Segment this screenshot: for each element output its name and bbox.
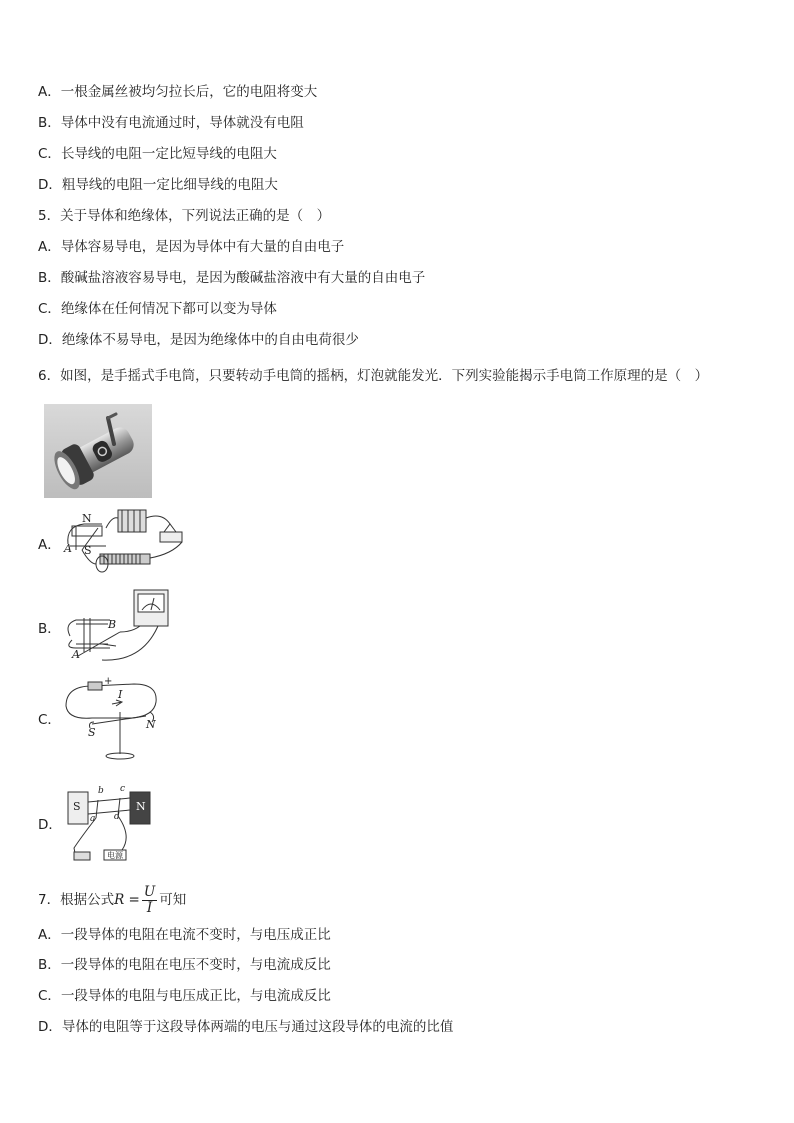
- q6-option-d-label: D．: [38, 817, 62, 833]
- label-n: N: [82, 512, 92, 525]
- q6-option-b-label: B．: [38, 621, 61, 637]
- q4-option-b: [38, 114, 304, 132]
- option-label: D．: [38, 177, 62, 193]
- label-c: c: [120, 784, 126, 794]
- option-text: 长导线的电阻一定比短导线的电阻大: [60, 146, 277, 162]
- q5-option-c: [38, 300, 277, 318]
- option-text: 一段导体的电阻与电压成正比，与电流成反比: [60, 988, 331, 1004]
- q4-option-a: [38, 83, 317, 101]
- q7-option-d: [38, 1018, 453, 1036]
- option-text: 导体容易导电，是因为导体中有大量的自由电子: [60, 239, 345, 255]
- power-source-label: 电源: [107, 851, 123, 860]
- q5-stem: 5．关于导体和绝缘体，下列说法正确的是（ ）: [38, 208, 331, 224]
- option-label: B．: [38, 957, 61, 973]
- option-text: 导体中没有电流通过时，导体就没有电阻: [60, 115, 304, 131]
- option-text: 酸碱盐溶液容易导电，是因为酸碱盐溶液中有大量的自由电子: [60, 270, 426, 286]
- q6-option-d-figure: [62, 780, 154, 866]
- q6-stem: 6．如图，是手摇式手电筒，只要转动手电筒的摇柄，灯泡就能发光．下列实验能揭示手电筒工作原理的是（ ）: [38, 368, 709, 384]
- q6-option-b-figure: [62, 588, 172, 664]
- option-label: A．: [38, 239, 61, 255]
- option-label: B．: [38, 115, 61, 131]
- q7-option-c: [38, 987, 331, 1005]
- q5-option-d: [38, 331, 359, 349]
- label-a: A: [64, 542, 72, 555]
- option-text: 粗导线的电阻一定比细导线的电阻大: [61, 177, 278, 193]
- option-text: 绝缘体在任何情况下都可以变为导体: [60, 301, 277, 317]
- q4-option-d: [38, 176, 278, 194]
- stem-prefix: 7．根据公式: [38, 892, 115, 908]
- option-label: C．: [38, 301, 61, 317]
- q7-option-a: [38, 926, 331, 944]
- option-text: 一根金属丝被均匀拉长后，它的电阻将变大: [60, 84, 318, 100]
- formula-lhs: R =: [114, 892, 140, 908]
- q6-option-c-figure: [62, 676, 162, 768]
- formula-denominator: I: [146, 900, 153, 916]
- q5-option-a: [38, 238, 344, 256]
- formula-numerator: U: [143, 884, 156, 900]
- q7-option-b: [38, 956, 331, 974]
- q7-stem: [38, 884, 186, 916]
- magnet-n-label: N: [136, 800, 146, 813]
- label-n: N: [146, 718, 156, 731]
- formula-fraction: [142, 885, 157, 916]
- option-text: 一段导体的电阻在电流不变时，与电压成正比: [60, 927, 331, 943]
- label-b: B: [108, 618, 117, 631]
- label-plus: +: [104, 676, 113, 687]
- q6-option-a-figure: [62, 506, 188, 574]
- option-label: D．: [38, 1019, 62, 1035]
- option-text: 一段导体的电阻在电压不变时，与电流成反比: [60, 957, 331, 973]
- option-text: 导体的电阻等于这段导体两端的电压与通过这段导体的电流的比值: [61, 1019, 454, 1035]
- option-text: 绝缘体不易导电，是因为绝缘体中的自由电荷很少: [61, 332, 359, 348]
- stem-suffix: 可知: [159, 892, 187, 908]
- label-b: b: [98, 786, 104, 796]
- label-a: A: [72, 648, 80, 661]
- resistance-formula: [114, 884, 159, 916]
- magnet-s-label: S: [73, 800, 81, 813]
- option-label: B．: [38, 270, 61, 286]
- q5-option-b: [38, 269, 425, 287]
- label-i: I: [118, 688, 123, 701]
- option-label: A．: [38, 84, 61, 100]
- label-d: d: [114, 812, 120, 822]
- option-label: A．: [38, 927, 61, 943]
- option-label: C．: [38, 146, 61, 162]
- label-s: S: [88, 726, 96, 739]
- flashlight-image: [44, 404, 152, 498]
- option-label: D．: [38, 332, 62, 348]
- label-a: a: [90, 814, 96, 824]
- q6-option-c-label: C．: [38, 712, 61, 728]
- label-s: S: [84, 544, 92, 557]
- q4-option-c: [38, 145, 277, 163]
- option-label: C．: [38, 988, 61, 1004]
- q6-option-a-label: A．: [38, 537, 61, 553]
